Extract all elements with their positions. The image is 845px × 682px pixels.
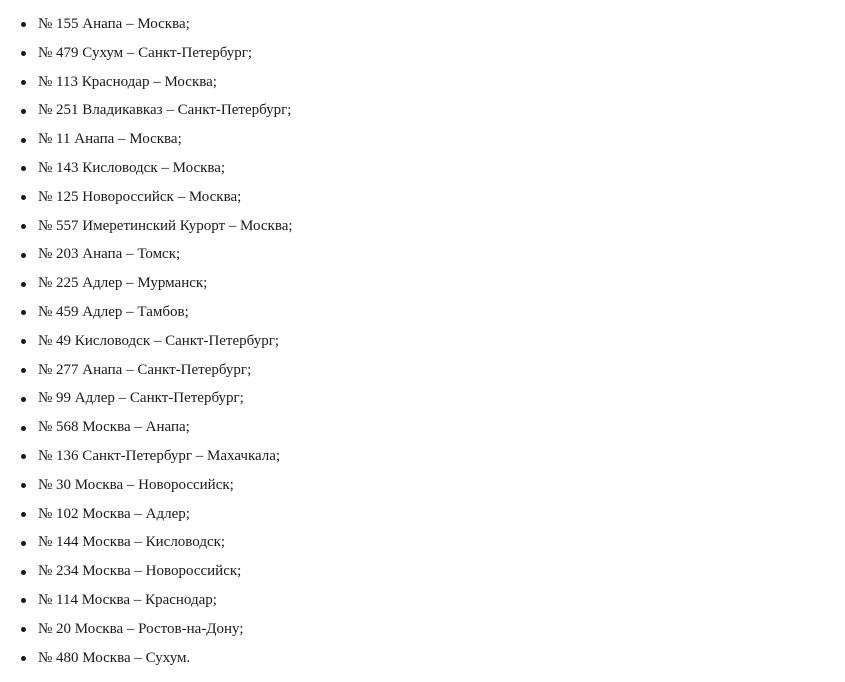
list-item — [0, 96, 845, 125]
bullet-icon — [21, 454, 26, 459]
train-route-text: № 136 Санкт-Петербург – Махачкала; — [38, 447, 281, 464]
bullet-icon — [21, 253, 26, 258]
list-item — [0, 298, 845, 327]
train-route-text: № 155 Анапа – Москва; — [38, 16, 190, 32]
train-route-text: № 225 Адлер – Мурманск; — [38, 275, 208, 292]
bullet-icon — [21, 426, 26, 431]
list-item — [0, 327, 845, 356]
bullet-icon — [21, 627, 26, 632]
train-route-text: № 114 Москва – Краснодар; — [38, 591, 217, 608]
train-route-text: № 568 Москва – Анапа; — [38, 419, 190, 436]
list-item — [0, 528, 845, 557]
train-route-text: № 557 Имеретинский Курорт – Москва; — [38, 217, 293, 234]
bullet-icon — [21, 339, 26, 344]
train-route-text: № 480 Москва – Сухум. — [38, 649, 191, 666]
list-item — [0, 615, 845, 644]
train-route-text: № 11 Анапа – Москва; — [38, 131, 182, 148]
bullet-icon — [21, 224, 26, 229]
train-route-text: № 113 Краснодар – Москва; — [38, 73, 217, 90]
train-route-text: № 459 Адлер – Тамбов; — [38, 303, 189, 320]
list-item — [0, 356, 845, 385]
train-route-text: № 234 Москва – Новороссийск; — [38, 563, 242, 580]
bullet-icon — [21, 109, 26, 114]
bullet-icon — [21, 483, 26, 488]
bullet-icon — [21, 51, 26, 56]
bullet-icon — [21, 598, 26, 603]
train-route-list — [0, 10, 845, 672]
train-route-text: № 20 Москва – Ростов-на-Дону; — [38, 620, 244, 637]
bullet-icon — [21, 512, 26, 517]
list-item — [0, 39, 845, 68]
bullet-icon — [21, 22, 26, 27]
list-item — [0, 10, 845, 39]
train-route-text: № 125 Новороссийск – Москва; — [38, 188, 242, 205]
list-item — [0, 68, 845, 97]
list-item — [0, 269, 845, 298]
bullet-icon — [21, 80, 26, 85]
bullet-icon — [21, 656, 26, 661]
list-item — [0, 500, 845, 529]
list-item — [0, 125, 845, 154]
bullet-icon — [21, 541, 26, 546]
list-item — [0, 586, 845, 615]
train-route-text: № 99 Адлер – Санкт-Петербург; — [38, 390, 244, 407]
bullet-icon — [21, 397, 26, 402]
bullet-icon — [21, 368, 26, 373]
train-route-text: № 277 Анапа – Санкт-Петербург; — [38, 361, 252, 378]
train-route-text: № 144 Москва – Кисловодск; — [38, 534, 226, 551]
train-route-text: № 143 Кисловодск – Москва; — [38, 159, 226, 176]
list-item — [0, 154, 845, 183]
bullet-icon — [21, 195, 26, 200]
list-item — [0, 442, 845, 471]
list-item — [0, 240, 845, 269]
list-item — [0, 384, 845, 413]
bullet-icon — [21, 282, 26, 287]
list-item — [0, 471, 845, 500]
bullet-icon — [21, 310, 26, 315]
list-item — [0, 644, 845, 673]
bullet-icon — [21, 570, 26, 575]
bullet-icon — [21, 166, 26, 171]
train-route-text: № 203 Анапа – Томск; — [38, 246, 181, 263]
train-route-text: № 102 Москва – Адлер; — [38, 505, 190, 522]
train-route-text: № 251 Владикавказ – Санкт-Петербург; — [38, 102, 292, 119]
train-route-text: № 479 Сухум – Санкт-Петербург; — [38, 44, 253, 61]
bullet-icon — [21, 138, 26, 143]
list-item — [0, 212, 845, 241]
list-item — [0, 413, 845, 442]
list-item — [0, 557, 845, 586]
train-route-text: № 30 Москва – Новороссийск; — [38, 476, 234, 493]
train-route-text: № 49 Кисловодск – Санкт-Петербург; — [38, 332, 280, 349]
list-item — [0, 183, 845, 212]
